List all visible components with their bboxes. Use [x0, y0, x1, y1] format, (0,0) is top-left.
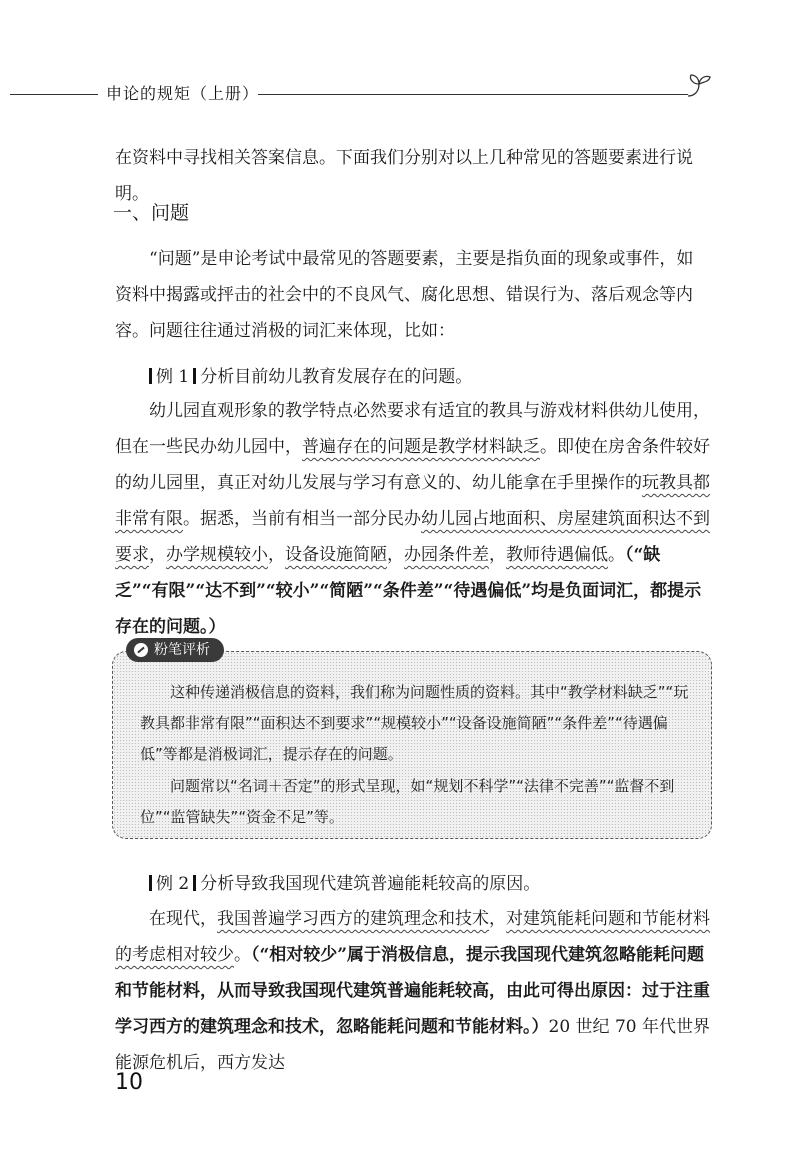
- example-1-line: [145, 363, 472, 391]
- passage-text: 20 世纪 70 年代世界能源危机后，西方发达: [115, 1017, 710, 1073]
- page-number: 10: [115, 1070, 143, 1095]
- example-marker: [193, 875, 196, 891]
- passage-text: 幼儿园直观形象的教学特点必然要求有适宜的教具与游戏材料供幼儿使用，但在一些民办幼儿园中，: [115, 401, 710, 457]
- annotation-note: （“缺乏”“有限”“达不到”“较小”“简陋”“条件差”“待遇偏低”均是负面词汇，都提示存在的问题。）: [115, 545, 702, 637]
- highlighted-phrase: 普遍存在的问题是教学材料缺乏: [302, 437, 540, 457]
- passage-text: ，: [489, 545, 506, 565]
- highlighted-phrase: 我国普遍学习西方的建筑理念和技术: [217, 909, 489, 929]
- example-label: 例 2: [156, 874, 190, 894]
- example-2-passage: [115, 901, 710, 1081]
- passage-text: ，: [387, 545, 404, 565]
- highlighted-phrase: 设备设施简陋: [285, 545, 387, 565]
- highlighted-phrase: 办园条件差: [404, 545, 489, 565]
- passage-text: ，: [149, 545, 166, 565]
- passage-text: ，: [268, 545, 285, 565]
- example-marker: [193, 368, 196, 384]
- highlighted-phrase: 教师待遇偏低: [506, 545, 608, 565]
- example-question: 分析导致我国现代建筑普遍能耗较高的原因。: [200, 874, 541, 894]
- passage-text: 。据悉，当前有相当一部分民办: [183, 509, 421, 529]
- comment-paragraph-1: 这种传递消极信息的资料，我们称为问题性质的资料。其中“教学材料缺乏”“玩教具都非常有限”“面积达不到要求”“规模较小”“设备设施简陋”“条件差”“待遇偏低”等都是消极词汇，提示存在的问题。: [140, 683, 689, 763]
- example-marker: [149, 368, 152, 384]
- header-rule-left: [10, 94, 98, 95]
- example-1-passage: [115, 393, 710, 645]
- example-marker: [149, 875, 152, 891]
- passage-text: 在现代，: [149, 909, 217, 929]
- comment-tag-label: 粉笔评析: [154, 642, 210, 658]
- running-header-title: 申论的规矩（上册）: [106, 84, 260, 103]
- passage-text: 。: [608, 545, 625, 565]
- example-label: 例 1: [156, 367, 190, 387]
- annotation-note: （“相对较少”属于消极信息，提示我国现代建筑忽略能耗问题和节能材料，从而导致我国现代建筑普遍能耗较高，由此可得出原因：过于注重学习西方的建筑理念和技术，忽略能耗问题和节能材料。）: [115, 945, 710, 1037]
- leaf-sprout-icon: [684, 72, 714, 100]
- header-rule-right: [258, 94, 688, 95]
- definition-paragraph: “问题”是申论考试中最常见的答题要素，主要是指负面的现象或事件，如资料中揭露或抨击的社会中的不良风气、腐化思想、错误行为、落后观念等内容。问题往往通过消极的词汇来体现，比如：: [115, 249, 694, 341]
- example-question: 分析目前幼儿教育发展存在的问题。: [200, 367, 473, 387]
- chalk-icon: [134, 643, 148, 657]
- passage-text: ，: [489, 909, 506, 929]
- passage-text: 。即使在房舍条件较好的幼儿园里，真正对幼儿发展与学习有意义的、幼儿能拿在手里操作的: [115, 437, 710, 493]
- passage-text: 。: [234, 945, 251, 965]
- comment-paragraph-2: 问题常以“名词＋否定”的形式呈现，如“规划不科学”“法律不完善”“监督不到位”“监管缺失”“资金不足”等。: [140, 777, 675, 826]
- highlighted-phrase: 办学规模较小: [166, 545, 268, 565]
- intro-paragraph: 在资料中寻找相关答案信息。下面我们分别对以上几种常见的答题要素进行说明。: [115, 148, 693, 204]
- highlighted-phrase: 幼儿园占地面积、房屋建筑面积达不到要求: [115, 509, 710, 565]
- example-2-line: [145, 870, 540, 898]
- comment-tag: [126, 638, 224, 662]
- highlighted-phrase: 玩教具都非常有限: [115, 473, 710, 529]
- section-heading: 一、问题: [113, 202, 190, 224]
- highlighted-phrase: 对建筑能耗问题和节能材料的考虑相对较少: [115, 909, 710, 965]
